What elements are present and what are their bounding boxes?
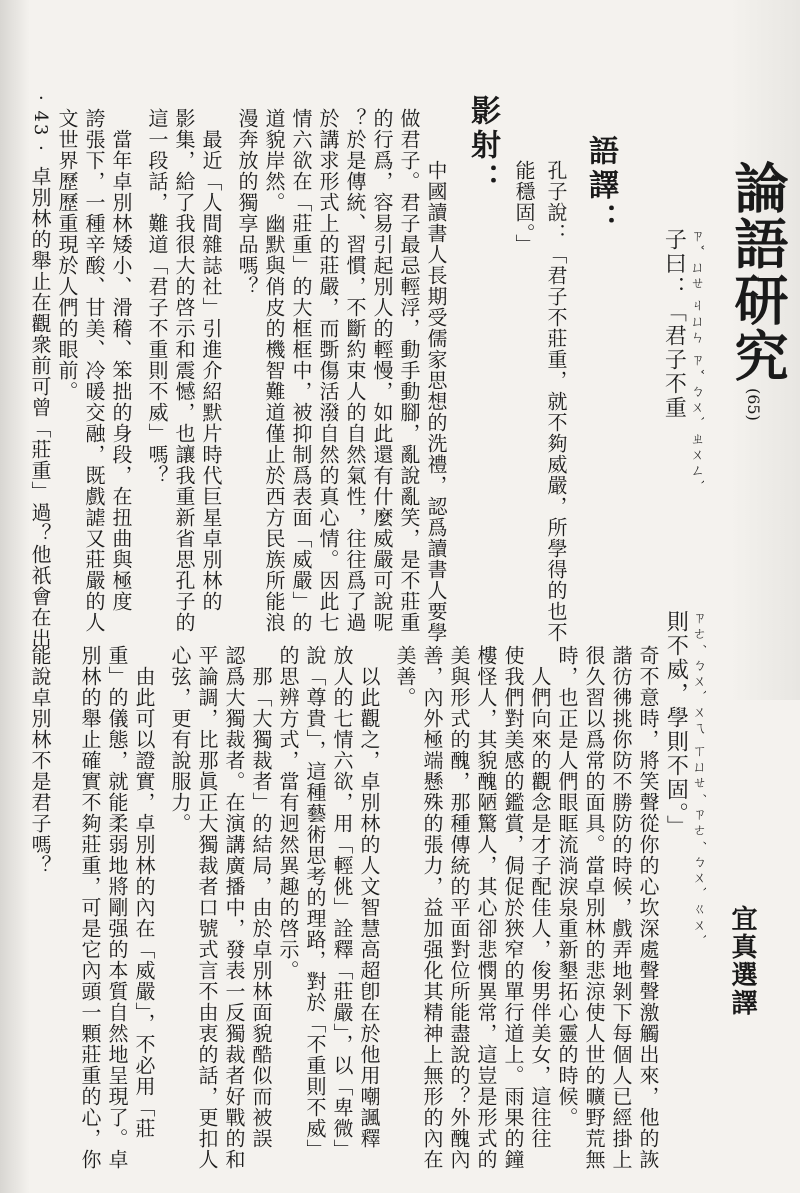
original-zhuyin-bottom: ㄗㄜˊ ㄅㄨˋ ㄨㄟ ㄒㄩㄝˊ ㄗㄜˊ ㄅㄨˋ ㄍㄨˋ <box>690 610 707 943</box>
original-text-bottom: 則不威，學則不固。」 <box>663 610 689 839</box>
upper-line: 道貌岸然。幽默與俏皮的機智難道僅止於西方民族所能浪 <box>262 108 286 633</box>
translation-line: 能穩固。」 <box>512 160 536 255</box>
lower-line: 美善。 <box>393 645 417 708</box>
lower-line: 能說卓別林不是君子嗎？ <box>28 645 52 876</box>
upper-line: ？於是傳統、習慣，不斷約束人的自然氣性，往往爲了過 <box>343 108 367 633</box>
article-title: 論語研究 <box>726 160 790 384</box>
lower-line: 重」的儀態，就能柔弱地將剛强的本質自然地呈現了。卓 <box>105 645 129 1170</box>
lower-line: 別林的舉止確實不夠莊重，可是它內頭一顆莊重的心，你 <box>78 645 102 1170</box>
translator-name: 宜真選譯 <box>727 905 757 1017</box>
lower-line: 時，也正是人們眼眶流淌淚泉重新墾拓心靈的時候。 <box>555 645 579 1128</box>
lower-line: 說「尊貴」，這種藝術思考的理路，對於「不重則不威」 <box>303 645 327 1160</box>
lower-line: 很久習以爲常的面具。當卓別林的悲涼使人世的曠野荒無 <box>582 645 606 1170</box>
reflection-heading: 影射： <box>465 95 500 197</box>
upper-line: 做君子。君子最忌輕浮，動手動腳，亂說亂笑，是不莊重 <box>397 108 421 633</box>
translation-heading: 語譯： <box>583 135 618 237</box>
upper-line: 漫奔放的獨享品嗎？ <box>235 108 259 297</box>
upper-line: 這一段話，難道「君子不重則不威」嗎？ <box>145 108 169 486</box>
lower-line: 那「大獨裁者」的結局，由於卓別林面貌酷似而被誤 <box>249 645 273 1149</box>
upper-line: 於講求形式上的莊嚴，而斲傷活潑自然的真心情。因此七 <box>316 108 340 633</box>
original-zhuyin-top: ㄗˇ ㄩㄝ ㄐㄩㄣ ㄗˇ ㄅㄨˋ ㄓㄨㄥˋ <box>688 228 705 489</box>
lower-line: 樓怪人，其貌醜陋驚人，其心卻悲憫異常，這豈是形式的 <box>474 645 498 1170</box>
lower-line: 放人的七情六欲，用「輕佻」詮釋「莊嚴」，以「卑微」 <box>330 645 354 1160</box>
lower-line: 以此觀之，卓別林的人文智慧高超卽在於他用嘲諷釋 <box>357 645 381 1149</box>
lower-line: 心弦，更有說服力。 <box>168 645 192 834</box>
lower-line: 平論調，比那眞正大獨裁者口號式言不由衷的話，更扣人 <box>195 645 219 1170</box>
upper-line: 誇張下，一種辛酸、甘美、冷暖交融，既戲謔又莊嚴的人 <box>82 108 106 633</box>
upper-line: 文世界歷歷重現於人們的眼前。 <box>55 108 79 402</box>
page-number: · 43 · <box>30 95 51 153</box>
lower-line: 奇不意時，將笑聲從你的心坎深處聲聲激觸出來，他的詼 <box>636 645 660 1170</box>
upper-line: 中國讀書人長期受儒家思想的洗禮，認爲讀書人要學 <box>424 160 448 643</box>
upper-line: 情六欲在「莊重」的大框框中，被抑制爲表面「威嚴」的 <box>289 108 313 633</box>
upper-line: 影集，給了我很大的啓示和震憾，也讓我重新省思孔子的 <box>172 108 196 633</box>
lower-line: 認爲大獨裁者。在演講廣播中，發表一反獨裁者好戰的和 <box>222 645 246 1170</box>
upper-line: 最近「人間雜誌社」引進介紹默片時代巨星卓別林的 <box>199 108 223 612</box>
lower-line: 人們向來的觀念是才子配佳人，俊男伴美女，這往往 <box>528 645 552 1149</box>
lower-line: 由此可以證實，卓別林的內在「威嚴」，不必用「莊 <box>132 645 156 1139</box>
issue-number: (65) <box>744 388 763 421</box>
upper-line: 當年卓別林矮小、滑稽、笨拙的身段，在扭曲與極度 <box>109 108 133 612</box>
lower-line: 善，內外極端懸殊的張力，益加强化其精神上無形的內在 <box>420 645 444 1170</box>
translation-line: 孔子說：「君子不莊重，就不夠威嚴，所學得的也不 <box>544 160 568 643</box>
lower-line: 諧彷彿挑你防不勝防的時候，戲弄地剝下每個人已經掛上 <box>609 645 633 1170</box>
lower-line: 美與形式的醜，那種傳統的平面對位所能盡說的？外醜內 <box>447 645 471 1170</box>
upper-line: 卓別林的舉止在觀衆前可曾「莊重」過？他祇會在出 <box>28 145 52 649</box>
original-text-top: 子曰：「君子不重 <box>661 228 687 420</box>
lower-line: 使我們對美感的鑑賞，侷促於狹窄的單行道上。雨果的鐘 <box>501 645 525 1170</box>
upper-line: 的行爲，容易引起別人的輕慢，如此還有什麼威嚴可說呢 <box>370 108 394 633</box>
lower-line: 的思辨方式，當有迥然異趣的啓示。 <box>276 645 300 981</box>
